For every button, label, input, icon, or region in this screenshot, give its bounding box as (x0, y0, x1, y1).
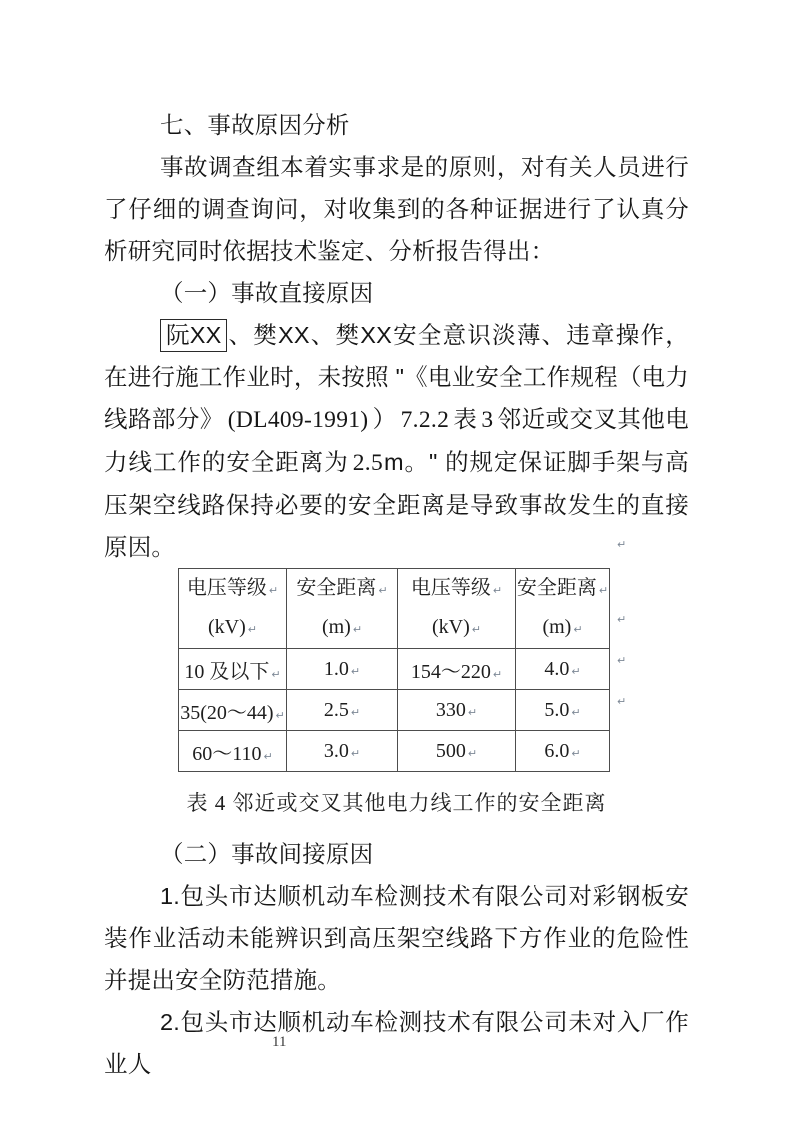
table-cell (516, 731, 610, 772)
indirect-cause-paragraph-2: 2.包头市达顺机动车检测技术有限公司未对入厂作业人 (104, 1009, 689, 1077)
table-cell (287, 649, 398, 690)
paragraph-mark-icon: ↵ (467, 705, 478, 719)
header-cell-distance-2 (516, 569, 610, 649)
table-row (179, 690, 610, 731)
table-row (179, 649, 610, 690)
header-cell-voltage-1 (179, 569, 287, 649)
indirect-cause-heading: （二）事故间接原因 (160, 841, 374, 867)
row-end-mark-icon: ↵ (617, 654, 627, 667)
cell-value: 5.0 (544, 698, 570, 721)
intro-paragraph: 事故调查组本着实事求是的原则，对有关人员进行了仔细的调查询问，对收集到的各种证据进行了认真分析研究同时依据技术鉴定、分析报告得出： (104, 154, 689, 264)
header-unit: (m) (542, 615, 572, 638)
table-header-row (179, 569, 610, 649)
clause-number: 7.2.2 (400, 407, 450, 433)
table-cell (516, 649, 610, 690)
table-cell (179, 649, 287, 690)
paragraph-mark-icon: ↵ (492, 583, 503, 597)
table-cell (287, 690, 398, 731)
cell-value: 1.0 (323, 657, 349, 680)
boxed-name: 阮XX (160, 319, 227, 352)
table-cell (516, 690, 610, 731)
safety-distance-table (178, 568, 610, 772)
table-caption: 表 4 邻近或交叉其他电力线工作的安全距离 (186, 791, 607, 815)
paragraph-mark-icon: ↵ (571, 664, 581, 678)
cell-value: 10 及以下 (184, 660, 270, 683)
text-run: 邻近或交叉其他电力线工作的安全距离为 (104, 406, 689, 475)
indirect-cause-paragraph-1: 1.包头市达顺机动车检测技术有限公司对彩钢板安装作业活动未能辨识到高压架空线路下方作业的危险性并提出安全防范措施。 (104, 883, 689, 993)
paragraph-mark-icon: ↵ (598, 583, 609, 597)
header-unit: (kV) (208, 615, 246, 638)
paragraph-mark-icon: ↵ (573, 622, 583, 636)
paragraph-mark-icon: ↵ (275, 708, 285, 722)
cell-value: 3.0 (323, 739, 349, 762)
direct-cause-paragraph (104, 314, 689, 568)
cell-value: 4.0 (544, 657, 570, 680)
paragraph-mark-icon: ↵ (271, 667, 281, 681)
cell-value: 330 (435, 698, 466, 721)
row-end-mark-icon: ↵ (617, 613, 627, 626)
section-heading: 七、事故原因分析 (160, 112, 350, 138)
row-end-mark-icon: ↵ (617, 695, 627, 708)
cell-value: 6.0 (544, 739, 570, 762)
standard-code: (DL409-1991) (227, 407, 369, 433)
paragraph-mark-icon: ↵ (247, 622, 257, 636)
paragraph-mark-icon: ↵ (350, 664, 361, 678)
text-run: 、樊XX、樊XX安全意识淡薄、违章操作，在进行施工作业时，未按照 "《电业安全工作规程（电力线路部分》 (104, 322, 689, 432)
text-run: 表 (453, 406, 478, 432)
header-cell-voltage-2 (398, 569, 516, 649)
table-cell (398, 649, 516, 690)
paragraph-mark-icon: ↵ (571, 746, 581, 760)
paragraph-mark-icon: ↵ (350, 705, 361, 719)
header-unit: (kV) (432, 615, 470, 638)
cell-value: 35(20～44) (180, 701, 274, 724)
table-row (179, 731, 610, 772)
distance-value: 2.5 (352, 450, 383, 476)
text-run: 。" 的规定保证脚手架与高压架空线路保持必要的安全距离是导致事故发生的直接原因。 (104, 449, 689, 560)
paragraph-mark-icon: ↵ (378, 583, 388, 597)
header-unit: (m) (321, 615, 351, 638)
paragraph-mark-icon: ↵ (492, 667, 503, 681)
header-cell-distance-1 (287, 569, 398, 649)
paragraph-mark-icon: ↵ (263, 749, 273, 763)
table-cell (179, 690, 287, 731)
direct-cause-heading: （一）事故直接原因 (160, 280, 374, 306)
header-title: 电压等级 (410, 576, 491, 599)
table-reference-number: 3 (481, 407, 494, 433)
paragraph-mark-icon: ↵ (471, 622, 481, 636)
text-run: ） (372, 406, 397, 432)
table-cell (398, 731, 516, 772)
table-cell (398, 690, 516, 731)
paragraph-mark-icon: ↵ (268, 583, 279, 597)
header-title: 安全距离 (516, 576, 597, 599)
table-cell (179, 731, 287, 772)
table-cell (287, 731, 398, 772)
document-content (104, 104, 689, 1085)
paragraph-mark-icon: ↵ (350, 746, 361, 760)
cell-value: 60～110 (192, 742, 262, 765)
header-title: 安全距离 (296, 576, 377, 599)
cell-value: 500 (435, 739, 466, 762)
distance-unit: m (384, 449, 404, 475)
header-title: 电压等级 (186, 576, 267, 599)
paragraph-mark-icon: ↵ (571, 705, 581, 719)
paragraph-mark-icon: ↵ (467, 746, 478, 760)
page-number: 11 (272, 1034, 287, 1050)
cell-value: 154～220 (410, 660, 491, 683)
paragraph-mark-icon: ↵ (352, 622, 363, 636)
cell-value: 2.5 (323, 698, 349, 721)
row-end-mark-icon: ↵ (617, 538, 627, 551)
